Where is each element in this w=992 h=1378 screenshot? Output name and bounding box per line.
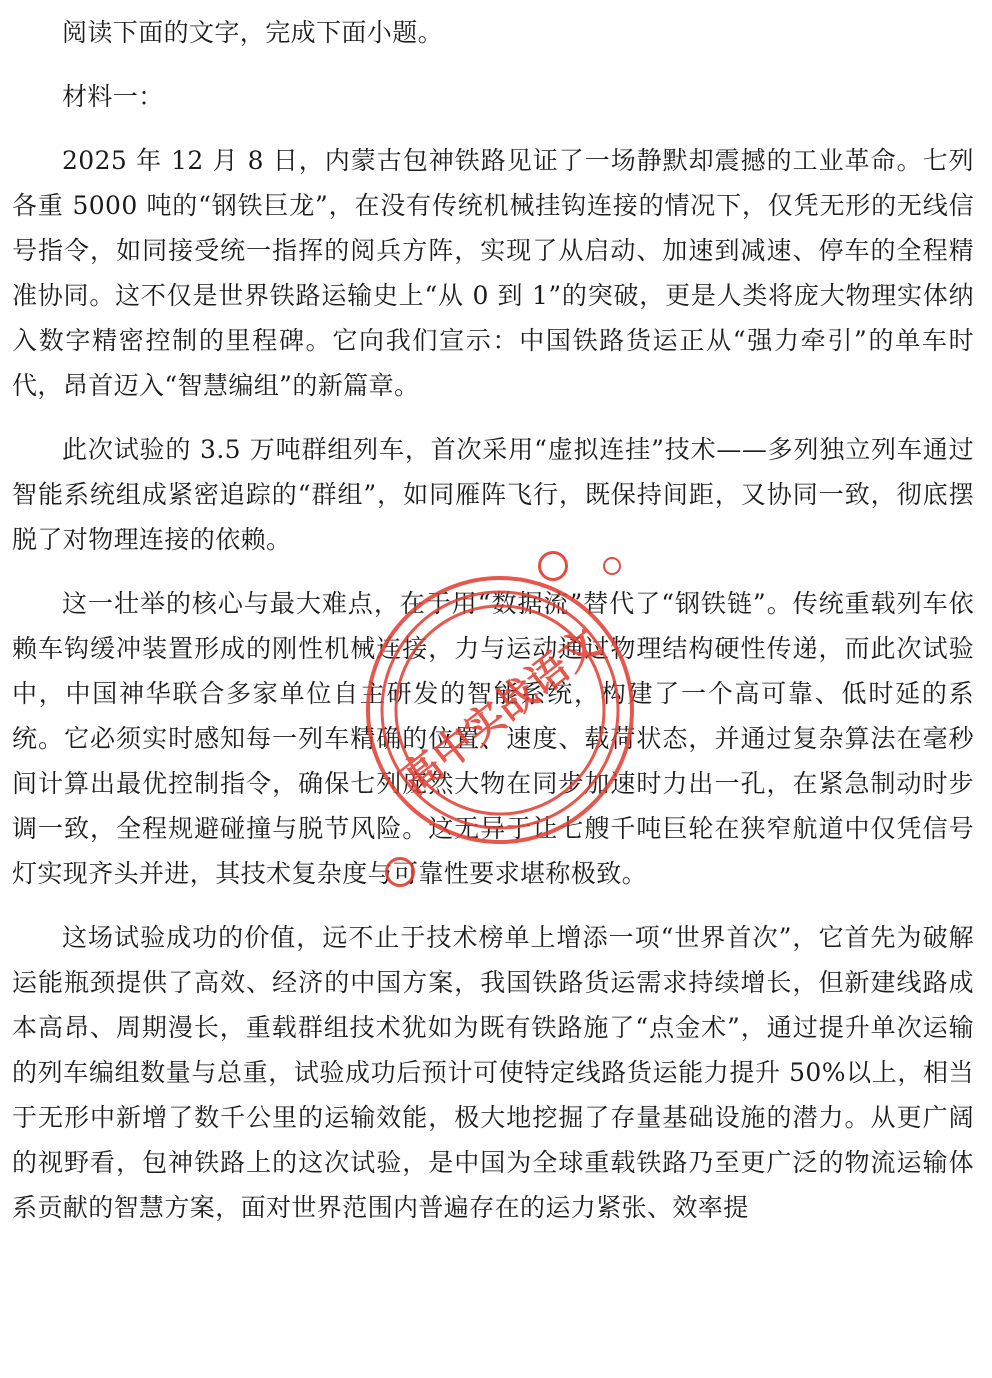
- paragraph-1: 2025 年 12 月 8 日，内蒙古包神铁路见证了一场静默却震撼的工业革命。七列各重 5000 吨的“钢铁巨龙”，在没有传统机械挂钩连接的情况下，仅凭无形的无线信号指令，如同接受统一指挥的阅兵方阵，实现了从启动、加速到减速、停车的全程精准协同。这不仅是世界铁路运输史上“从 0 到 1”的突破，更是人类将庞大物理实体纳入数字精密控制的里程碑。它向我们宣示：中国铁路货运正从“强力牵引”的单车时代，昂首迈入“智慧编组”的新篇章。: [12, 146, 974, 400]
- document-body: [12, 10, 974, 1249]
- material-label: 材料一：: [62, 82, 164, 111]
- paragraph-3: 这一壮举的核心与最大难点，在于用“数据流”替代了“钢铁链”。传统重载列车依赖车钩缓冲装置形成的刚性机械连接，力与运动通过物理结构硬性传递，而此次试验中，中国神华联合多家单位自主研发的智能系统，构建了一个高可靠、低时延的系统。它必须实时感知每一列车精确的位置、速度、载荷状态，并通过复杂算法在毫秒间计算出最优控制指令，确保七列庞然大物在同步加速时力出一孔，在紧急制动时步调一致，全程规避碰撞与脱节风险。这无异于让七艘千吨巨轮在狭窄航道中仅凭信号灯实现齐头并进，其技术复杂度与可靠性要求堪称极致。: [12, 589, 974, 888]
- paragraph-4: 这场试验成功的价值，远不止于技术榜单上增添一项“世界首次”，它首先为破解运能瓶颈提供了高效、经济的中国方案，我国铁路货运需求持续增长，但新建线路成本高昂、周期漫长，重载群组技术犹如为既有铁路施了“点金术”，通过提升单次运输的列车编组数量与总重，试验成功后预计可使特定线路货运能力提升 50%以上，相当于无形中新增了数千公里的运输效能，极大地挖掘了存量基础设施的潜力。从更广阔的视野看，包神铁路上的这次试验，是中国为全球重载铁路乃至更广泛的物流运输体系贡献的智慧方案，面对世界范围内普遍存在的运力紧张、效率提: [12, 923, 974, 1222]
- paragraph-2: 此次试验的 3.5 万吨群组列车，首次采用“虚拟连挂”技术——多列独立列车通过智能系统组成紧密追踪的“群组”，如同雁阵飞行，既保持间距，又协同一致，彻底摆脱了对物理连接的依赖。: [12, 435, 974, 554]
- watermark-text: 高中实战语文: [392, 619, 610, 804]
- instruction-text: 阅读下面的文字，完成下面小题。: [62, 18, 444, 47]
